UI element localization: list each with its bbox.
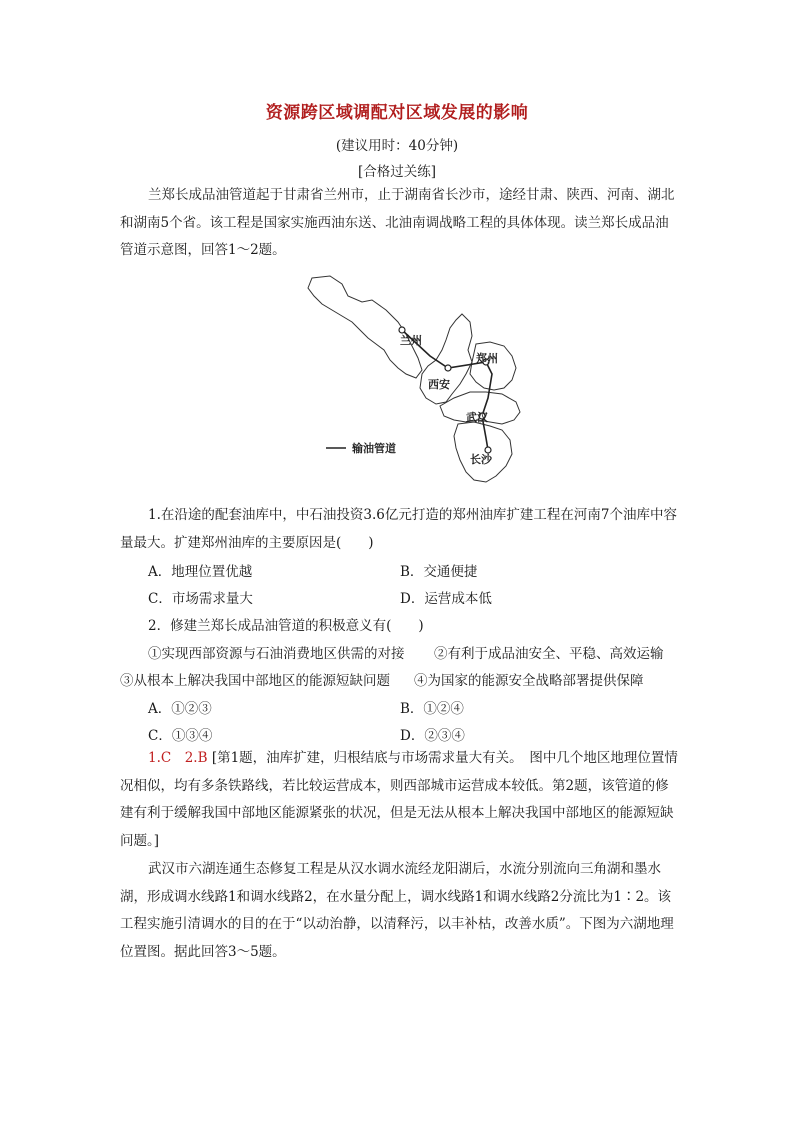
legend-label: 输油管道 <box>352 442 396 455</box>
suggested-time: (建议用时：40分钟) <box>335 138 459 154</box>
page-title: 资源跨区域调配对区域发展的影响 <box>265 103 529 123</box>
q2-item-1: ①实现西部资源与石油消费地区供需的对接 <box>148 646 405 662</box>
answer-explanation: [第1题，油库扩建，归根结底与市场需求量大有关。 图中几个地区地理位置情况相似，均有多条铁路线，若比较运营成本，则西部城市运营成本较低。第2题，该管道的修建有利于缓解我国中部地区能源紧张的状况，但是无法从根本上解决我国中部地区的能源短缺问题。] <box>120 750 678 849</box>
q2-item-4: ④为国家的能源安全战略部署提供保障 <box>414 673 644 689</box>
xian-dot <box>445 365 451 371</box>
gansu-outline <box>308 276 422 378</box>
city-label-zhengzhou: 郑州 <box>476 352 498 365</box>
answer-code: 1.C 2.B <box>148 750 208 766</box>
q2-item-3: ③从根本上解决我国中部地区的能源短缺问题 <box>120 673 390 689</box>
answer-block <box>120 745 680 855</box>
q1-stem: 1.在沿途的配套油库中，中石油投资3.6亿元打造的郑州油库扩建工程在河南7个油库中容量最大。扩建郑州油库的主要原因是( ) <box>120 507 677 551</box>
city-label-changsha: 长沙 <box>470 453 492 466</box>
q1-option-b: B．交通便捷 <box>400 564 478 580</box>
q2-option-c: C．①③④ <box>148 728 213 744</box>
q2-option-a: A．①②③ <box>148 701 212 717</box>
pipeline-map <box>290 270 530 495</box>
q1-option-a: A．地理位置优越 <box>148 564 253 580</box>
intro-paragraph: 兰郑长成品油管道起于甘肃省兰州市，止于湖南省长沙市，途经甘肃、陕西、河南、湖北和湖南5个省。该工程是国家实施西油东送、北油南调战略工程的具体体现。读兰郑长成品油管道示意图，回答1～2题。 <box>120 187 675 258</box>
lanzhou-dot <box>399 327 405 333</box>
q2-option-d: D．②③④ <box>400 728 465 744</box>
q2-item-2: ②有利于成品油安全、平稳、高效运输 <box>434 646 664 662</box>
city-label-xian: 西安 <box>428 378 450 391</box>
q1-option-d: D．运营成本低 <box>400 591 492 607</box>
hunan-outline <box>454 422 512 482</box>
city-label-lanzhou: 兰州 <box>400 334 422 347</box>
section-heading: [合格过关练] <box>357 164 437 180</box>
q2-option-b: B．①②④ <box>400 701 464 717</box>
q1-option-c: C．市场需求量大 <box>148 591 253 607</box>
q2-stem: 2．修建兰郑长成品油管道的积极意义有( ) <box>148 618 424 634</box>
intro-paragraph-2: 武汉市六湖连通生态修复工程是从汉水调水流经龙阳湖后，水流分别流向三角湖和墨水湖，形成调水线路1和调水线路2，在水量分配上，调水线路1和调水线路2分流比为1∶2。该工程实施引清调水的目的在于“以动治静，以清释污，以丰补枯，改善水质”。下图为六湖地理位置图。据此回答3～5题。 <box>120 861 674 960</box>
city-label-wuhan: 武汉 <box>466 411 488 424</box>
henan-outline <box>470 342 516 390</box>
